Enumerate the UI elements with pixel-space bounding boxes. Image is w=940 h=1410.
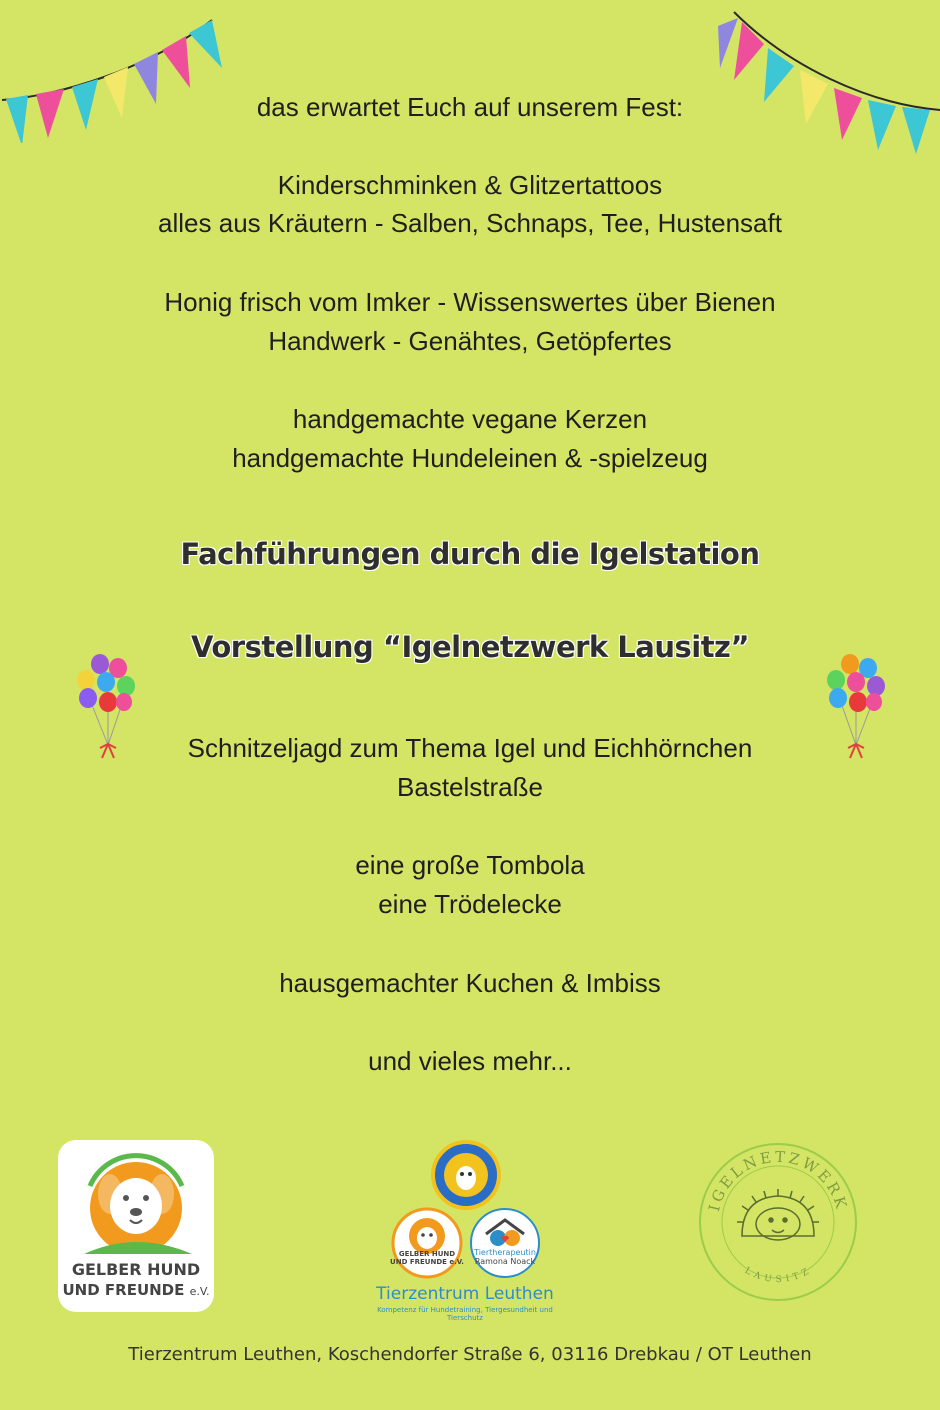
tiertherapeutin-badge-icon (468, 1206, 542, 1280)
offer-line: handgemachte Hundeleinen & -spielzeug (232, 443, 708, 473)
seal-top-text: IGELNETZWERK (705, 1147, 852, 1214)
gelber-hund-badge-text: GELBER HUND UND FREUNDE e.V. (390, 1250, 464, 1266)
igelnetzwerk-seal-icon (696, 1140, 860, 1304)
more-line: Bastelstraße (397, 772, 543, 802)
more-line: eine Trödelecke (378, 889, 562, 919)
gelber-hund-logo (58, 1140, 214, 1312)
offer-line: handgemachte vegane Kerzen (292, 404, 648, 434)
igelnetzwerk-logo (696, 1140, 860, 1304)
offer-line: Handwerk - Genähtes, Getöpfertes (268, 326, 672, 356)
svg-text:LAUSITZ (743, 1266, 813, 1285)
tiertherapeutin-badge-text: Tiertherapeutin Ramona Noack (474, 1248, 536, 1266)
offer-line: Honig frisch vom Imker - Wissenswertes über Bienen (164, 287, 776, 317)
bunting-right-icon (708, 6, 940, 156)
logo-text-line1: GELBER HUND (71, 1260, 201, 1279)
more-line: eine große Tombola (355, 850, 585, 880)
svg-text:IGELNETZWERK (705, 1148, 851, 1213)
offer-line: Kinderschminken & Glitzertattoos (277, 170, 663, 200)
dog-logo-icon (76, 1146, 196, 1260)
tierzentrum-title: Tierzentrum Leuthen (376, 1284, 554, 1304)
footer-address: Tierzentrum Leuthen, Koschendorfer Straße 6, 03116 Drebkau / OT Leuthen (128, 1344, 812, 1365)
highlight-heading: Fachführungen durch die Igelstation (180, 537, 760, 571)
tierzentrum-subtitle: Kompetenz für Hundetraining, Tiergesundheit und Tierschutz (377, 1306, 553, 1322)
bunting-left-icon (0, 8, 230, 143)
logo-text-line2: UND FREUNDE e.V. (62, 1281, 210, 1299)
offer-line: alles aus Kräutern - Salben, Schnaps, Tee, Hustensaft (158, 208, 782, 238)
intro-line: das erwartet Euch auf unserem Fest: (256, 92, 684, 122)
more-line: und vieles mehr... (368, 1046, 572, 1076)
seal-bottom-text: LAUSITZ (742, 1265, 814, 1286)
more-line: Schnitzeljagd zum Thema Igel und Eichhörnchen (187, 733, 753, 763)
highlight-heading: Vorstellung “Igelnetzwerk Lausitz” (190, 630, 749, 664)
more-line: hausgemachter Kuchen & Imbiss (279, 968, 661, 998)
hundeschule-badge-icon (428, 1140, 504, 1210)
gelber-hund-badge-icon (390, 1206, 464, 1280)
